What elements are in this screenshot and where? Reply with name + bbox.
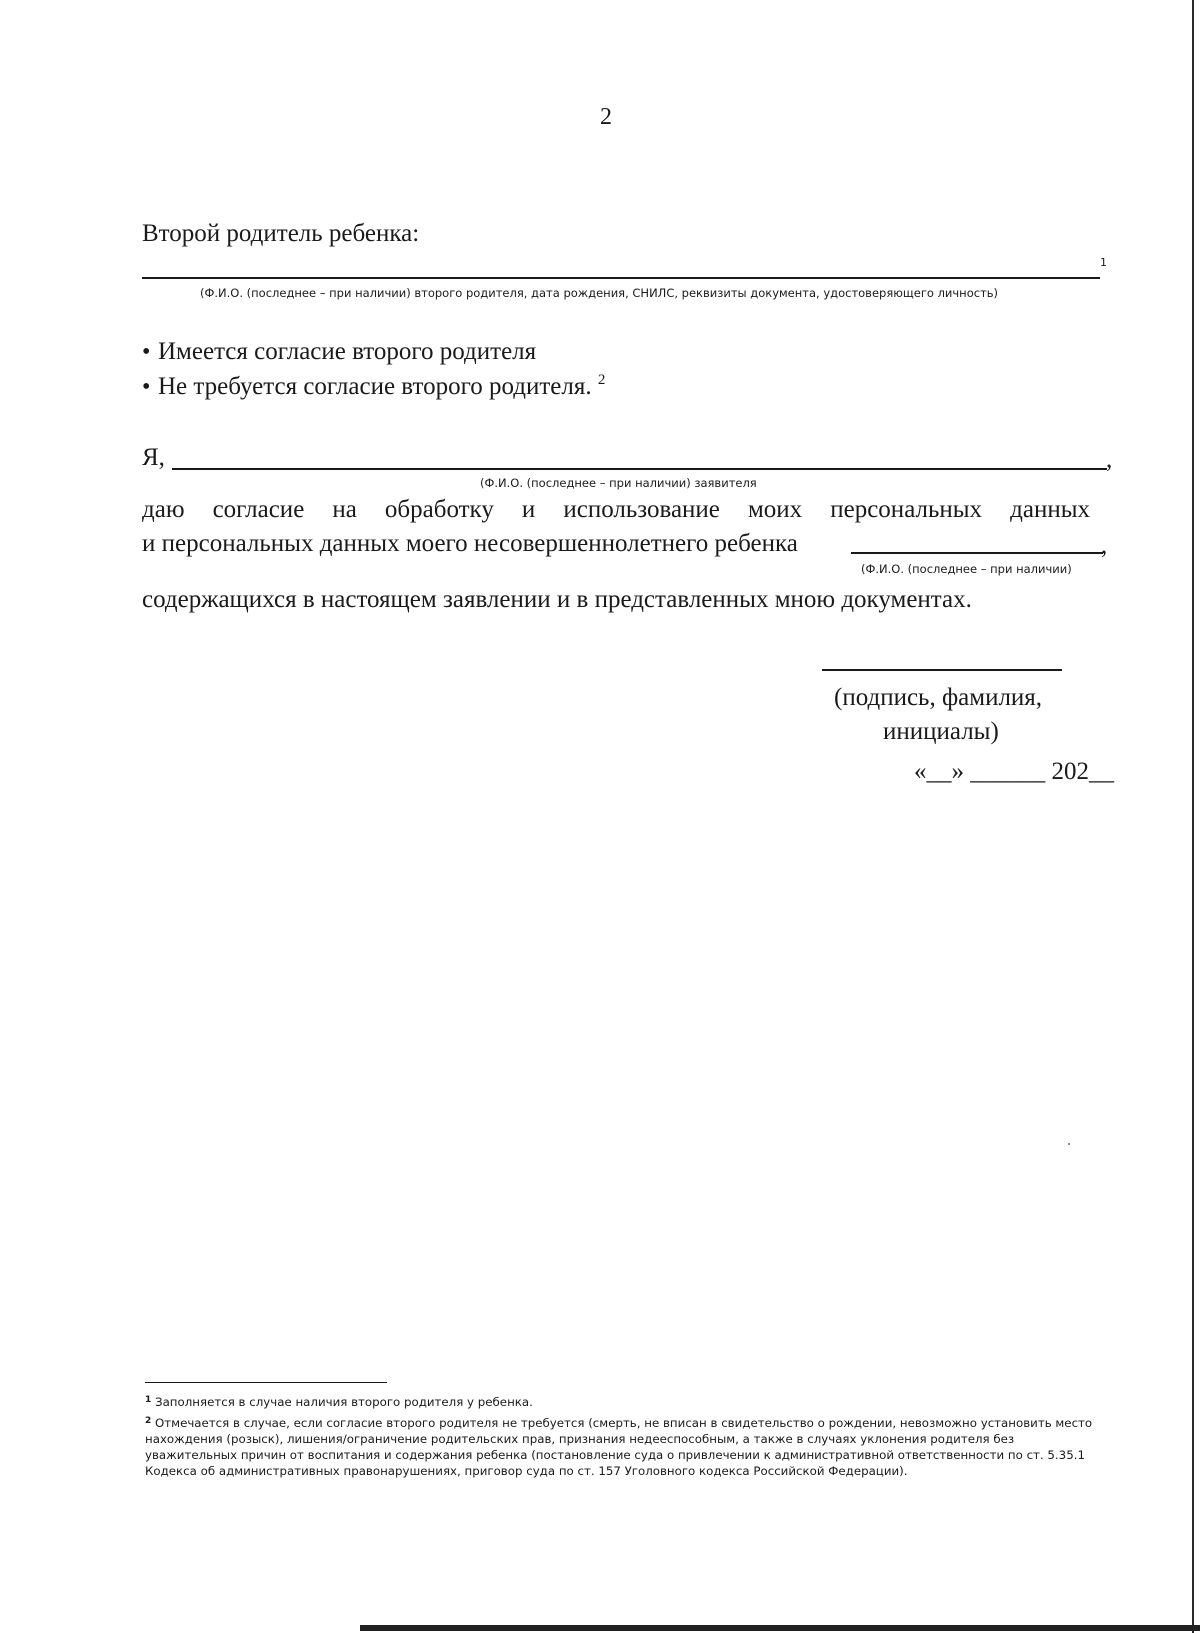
footnote-1 [145, 1392, 1105, 1410]
footnote-1-mark: 1 [145, 1395, 152, 1405]
applicant-comma: , [1106, 446, 1113, 473]
bullet-icon: • [142, 339, 151, 365]
signature-line [822, 669, 1062, 671]
option-no-consent-required [142, 372, 605, 401]
scan-speck [1068, 1143, 1070, 1145]
footnote-2-mark: 2 [145, 1416, 152, 1426]
page-number: 2 [600, 104, 612, 130]
consent-line-1: даю согласие на обработку и использование моих персональных данных [142, 496, 1090, 523]
scan-edge-right [1192, 0, 1194, 1633]
second-parent-caption: (Ф.И.О. (последнее – при наличии) второго родителя, дата рождения, СНИЛС, реквизиты документа, удостоверяющего личность) [200, 286, 999, 300]
footnote-2 [145, 1413, 1105, 1479]
footnote-separator [145, 1382, 387, 1383]
consent-line-3: содержащихся в настоящем заявлении и в представленных мною документах. [142, 586, 972, 613]
signature-caption-line-2: инициалы) [883, 718, 999, 745]
second-parent-fill-line [142, 277, 1100, 279]
footnote-ref-1: 1 [1100, 256, 1107, 269]
signature-date: «__» ______ 202__ [914, 758, 1114, 785]
footnote-ref-2: 2 [597, 372, 606, 388]
signature-caption-line-1: (подпись, фамилия, [834, 684, 1043, 711]
footnote-1-text: Заполняется в случае наличия второго родителя у ребенка. [155, 1395, 533, 1409]
applicant-caption: (Ф.И.О. (последнее – при наличии) заявителя [480, 476, 757, 490]
child-fill-line [851, 552, 1103, 554]
consent-line-2: и персональных данных моего несовершеннолетнего ребенка [142, 530, 798, 557]
consent-prefix: Я, [142, 444, 165, 471]
bullet-icon: • [142, 374, 151, 400]
child-comma: , [1101, 532, 1108, 559]
scan-edge-bottom [360, 1625, 1200, 1631]
child-caption: (Ф.И.О. (последнее – при наличии) [861, 562, 1072, 576]
applicant-fill-line [172, 468, 1107, 470]
option-label: Не требуется согласие второго родителя. [158, 373, 592, 400]
option-label: Имеется согласие второго родителя [158, 338, 537, 365]
second-parent-heading: Второй родитель ребенка: [142, 220, 420, 247]
footnote-2-text: Отмечается в случае, если согласие второго родителя не требуется (смерть, не вписан в свидетельство о рождении, невозможно установить место нахождения (розыск), лишения/ограничение родительских прав, признания недееспособным, а также в случаях уклонения родителя без уважительных причин от воспитания и содержания ребенка (постановление суда о привлечении к административной ответственности по ст. 5.35.1 Кодекса об административных правонарушениях, приговор суда по ст. 157 Уголовного кодекса Российской Федерации). [145, 1416, 1093, 1478]
option-has-consent [142, 338, 536, 366]
